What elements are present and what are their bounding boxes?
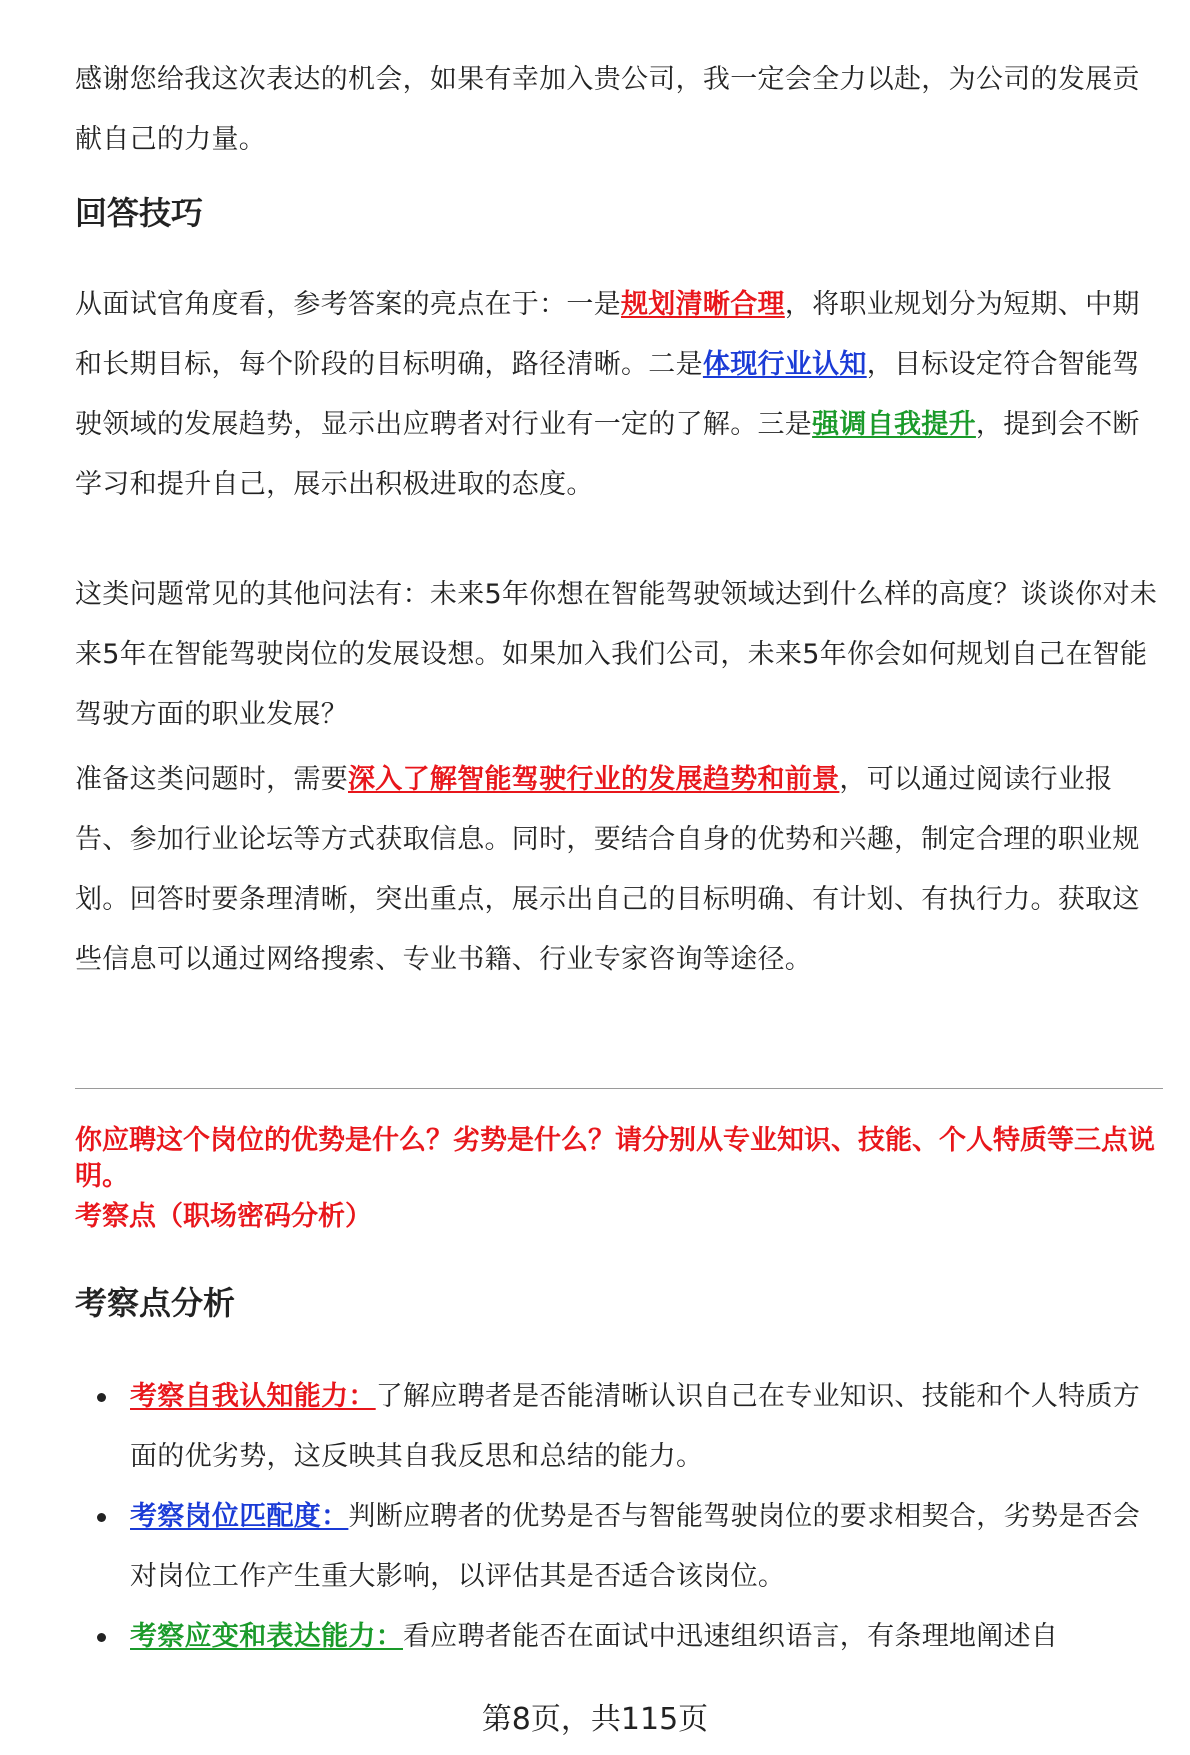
answer-tips-heading: 回答技巧	[75, 194, 204, 232]
question-subtitle: 考察点（职场密码分析）	[75, 1201, 372, 1232]
highlight-industry-awareness: 体现行业认知	[702, 349, 867, 380]
analysis-text: 判断应聘者的优势是否与智能驾驶岗位的要求相契合，劣势是否会对岗位工作产生重大影响，以评估其是否适合该岗位。	[130, 1501, 1141, 1592]
text-segment: 从面试官角度看，参考答案的亮点在于：一是	[75, 289, 621, 320]
interview-question: 你应聘这个岗位的优势是什么？劣势是什么？请分别从专业知识、技能、个人特质等三点说明。	[75, 1125, 1155, 1192]
answer-tips-paragraph-1	[75, 275, 1163, 515]
list-item	[75, 1607, 1163, 1667]
list-item	[75, 1487, 1163, 1607]
text-segment: ，目标设定符合智能驾驶领域的发展趋势，显示出应聘者对行业有一定的了解。三是	[75, 349, 1140, 440]
intro-paragraph: 感谢您给我这次表达的机会，如果有幸加入贵公司，我一定会全力以赴，为公司的发展贡献自己的力量。	[75, 64, 1140, 155]
answer-tips-paragraph-2: 这类问题常见的其他问法有：未来5年你想在智能驾驶领域达到什么样的高度？谈谈你对未来5年在智能驾驶岗位的发展设想。如果加入我们公司，未来5年你会如何规划自己在智能驾驶方面的职业发展？	[75, 579, 1158, 730]
highlight-industry-trends: 深入了解智能驾驶行业的发展趋势和前景	[348, 764, 840, 795]
page-indicator: 第8页，共115页	[481, 1702, 709, 1737]
highlight-plan-clear: 规划清晰合理	[621, 289, 785, 320]
analysis-label-adaptability: 考察应变和表达能力：	[130, 1621, 403, 1652]
analysis-label-job-fit: 考察岗位匹配度：	[130, 1501, 349, 1532]
bullet-icon	[97, 1633, 106, 1642]
text-segment: ，可以通过阅读行业报告、参加行业论坛等方式获取信息。同时，要结合自身的优势和兴趣，制定合理的职业规划。回答时要条理清晰，突出重点，展示出自己的目标明确、有计划、有执行力。获取这些信息可以通过网络搜索、专业书籍、行业专家咨询等途径。	[75, 764, 1140, 975]
highlight-self-improvement: 强调自我提升	[812, 409, 976, 440]
analysis-text: 了解应聘者是否能清晰认识自己在专业知识、技能和个人特质方面的优劣势，这反映其自我反思和总结的能力。	[130, 1381, 1141, 1472]
bullet-icon	[97, 1393, 106, 1402]
section-divider	[75, 1088, 1163, 1089]
text-segment: ，将职业规划分为短期、中期和长期目标，每个阶段的目标明确，路径清晰。二是	[75, 289, 1140, 380]
analysis-text: 看应聘者能否在面试中迅速组织语言，有条理地阐述自	[403, 1621, 1059, 1652]
bullet-icon	[97, 1513, 106, 1522]
text-segment: ，提到会不断学习和提升自己，展示出积极进取的态度。	[75, 409, 1140, 500]
text-segment: 准备这类问题时，需要	[75, 764, 348, 795]
answer-tips-paragraph-3	[75, 750, 1163, 990]
analysis-label-self-awareness: 考察自我认知能力：	[130, 1381, 376, 1412]
analysis-list	[75, 1367, 1163, 1667]
analysis-heading: 考察点分析	[75, 1284, 236, 1322]
list-item	[75, 1367, 1163, 1487]
